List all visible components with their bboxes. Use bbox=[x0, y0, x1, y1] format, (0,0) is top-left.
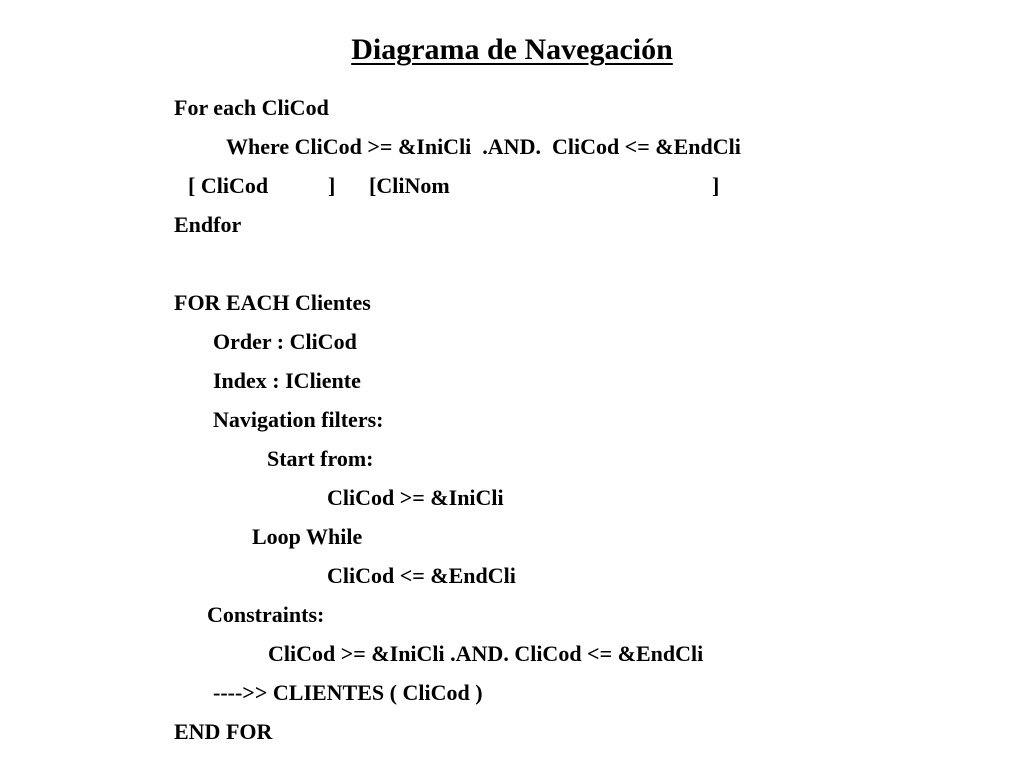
code-line-print-bracket-1: ] bbox=[328, 173, 336, 198]
code-line-for-each: For each CliCod bbox=[174, 95, 329, 120]
code-line-constraints: Constraints: bbox=[207, 602, 325, 627]
code-line-constraint-condition: CliCod >= &IniCli .AND. CliCod <= &EndCli bbox=[268, 641, 704, 666]
code-line-print-clicod: [ CliCod bbox=[188, 173, 269, 198]
code-line-loop-condition: CliCod <= &EndCli bbox=[327, 563, 516, 588]
code-line-end-for: END FOR bbox=[174, 719, 273, 744]
code-line-index: Index : ICliente bbox=[213, 368, 361, 393]
code-line-table-navigation: ---->> CLIENTES ( CliCod ) bbox=[213, 680, 483, 705]
code-line-for-each-clientes: FOR EACH Clientes bbox=[174, 290, 371, 315]
slide-title-text: Diagrama de Navegación bbox=[351, 33, 673, 66]
code-line-print-clinom: [CliNom bbox=[369, 173, 450, 198]
code-line-loop-while: Loop While bbox=[252, 524, 363, 549]
slide-title bbox=[0, 30, 1024, 70]
code-line-print-bracket-2: ] bbox=[712, 173, 720, 198]
code-line-start-from: Start from: bbox=[267, 446, 374, 471]
code-line-order: Order : CliCod bbox=[213, 329, 357, 354]
code-line-where: Where CliCod >= &IniCli .AND. CliCod <= &EndCli bbox=[226, 134, 741, 159]
code-line-navigation-filters: Navigation filters: bbox=[213, 407, 384, 432]
code-line-start-condition: CliCod >= &IniCli bbox=[327, 485, 504, 510]
code-line-endfor: Endfor bbox=[174, 212, 242, 237]
